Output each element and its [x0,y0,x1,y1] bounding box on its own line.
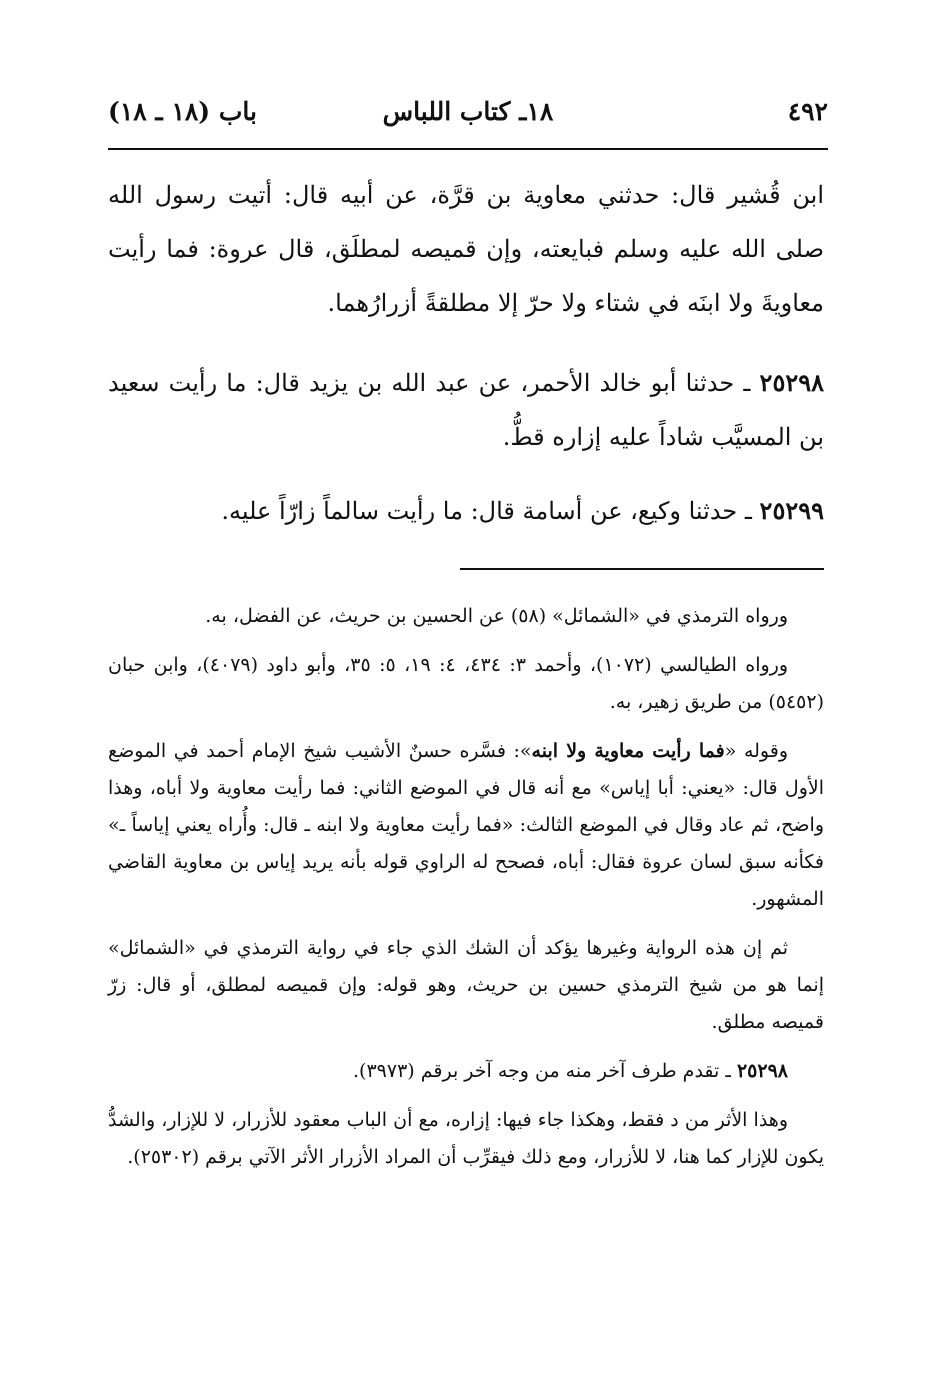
footnote-paragraph: ورواه الطيالسي (١٠٧٢)، وأحمد ٣: ٤٣٤، ٤: ١٩، ٥: ٣٥، وأبو داود (٤٠٧٩)، وابن حبان (٥٤٥٢) من طريق زهير، به. [108,654,824,713]
book-title: ١٨ـ كتاب اللباس [382,97,554,126]
footnote-paragraph: وهذا الأثر من د فقط، وهكذا جاء فيها: إزاره، مع أن الباب معقود للأزرار، لا للإزار، والشدُّ يكون للإزار كما هنا، لا للأزرار، ومع ذلك فيقرِّب أن المراد الأزرار الأثر الآتي برقم (٢٥٣٠٢). [108,1109,824,1168]
hadith-number: ٢٥٢٩٩ [759,496,824,525]
hadith-number: ٢٥٢٩٨ [759,368,824,397]
footnote-lead: وقوله « [724,740,788,762]
page-number: ٤٩٢ [787,97,828,126]
footnote-quote: فما رأيت معاوية ولا ابنه [531,740,725,762]
footnote-paragraph: ثم إن هذه الرواية وغيرها يؤكد أن الشك الذي جاء في رواية الترمذي في «الشمائل» إنما هو من شيخ الترمذي حسين بن حريث، وهو قوله: وإن قميصه لمطلق، أو قال: زرّ قميصه مطلق. [108,937,824,1033]
footnotes [108,598,824,1188]
page-header [108,88,828,136]
main-text [108,168,824,558]
footnote-text: ـ تقدم طرف آخر منه من وجه آخر برقم (٣٩٧٣). [353,1060,737,1082]
footnote-divider [460,568,824,570]
footnote-paragraph: ورواه الترمذي في «الشمائل» (٥٨) عن الحسين بن حريث، عن الفضل، به. [205,605,788,627]
narration-continuation: ابن قُشير قال: حدثني معاوية بن قرَّة، عن أبيه قال: أتيت رسول الله صلى الله عليه وسلم فبايعته، وإن قميصه لمطلَق، قال عروة: فما رأيت معاويةَ ولا ابنَه في شتاء ولا حرّ إلا مطلقةً أزرارُهما. [108,181,824,317]
chapter-label: باب (١٨ ـ ١٨) [108,97,257,126]
header-divider [108,148,828,150]
hadith-text: ـ حدثنا وكيع، عن أسامة قال: ما رأيت سالماً زارّاً عليه. [221,497,760,525]
hadith-text: ـ حدثنا أبو خالد الأحمر، عن عبد الله بن يزيد قال: ما رأيت سعيد بن المسيَّب شاداً عليه إزاره قطُّ. [108,369,824,451]
hadith-25299 [108,484,824,538]
footnote-paragraph [108,1053,824,1090]
footnote-paragraph [108,733,824,918]
footnote-hadith-number: ٢٥٢٩٨ [736,1060,788,1082]
footnote-rest: »: فسَّره حسنٌ الأشيب شيخ الإمام أحمد في الموضع الأول قال: «يعني: أبا إياس» مع أنه قال في الموضع الثاني: فما رأيت معاوية ولا أباه، وهذا واضح، ثم عاد وقال في الموضع الثالث: «فما رأيت معاوية ولا ابنه ـ قال: وأُراه يعني إياساً ـ» فكأنه سبق لسان عروة فقال: أباه، فصحح له الراوي قوله بأنه يريد إياس بن معاوية القاضي المشهور. [108,740,824,910]
hadith-25298 [108,356,824,464]
